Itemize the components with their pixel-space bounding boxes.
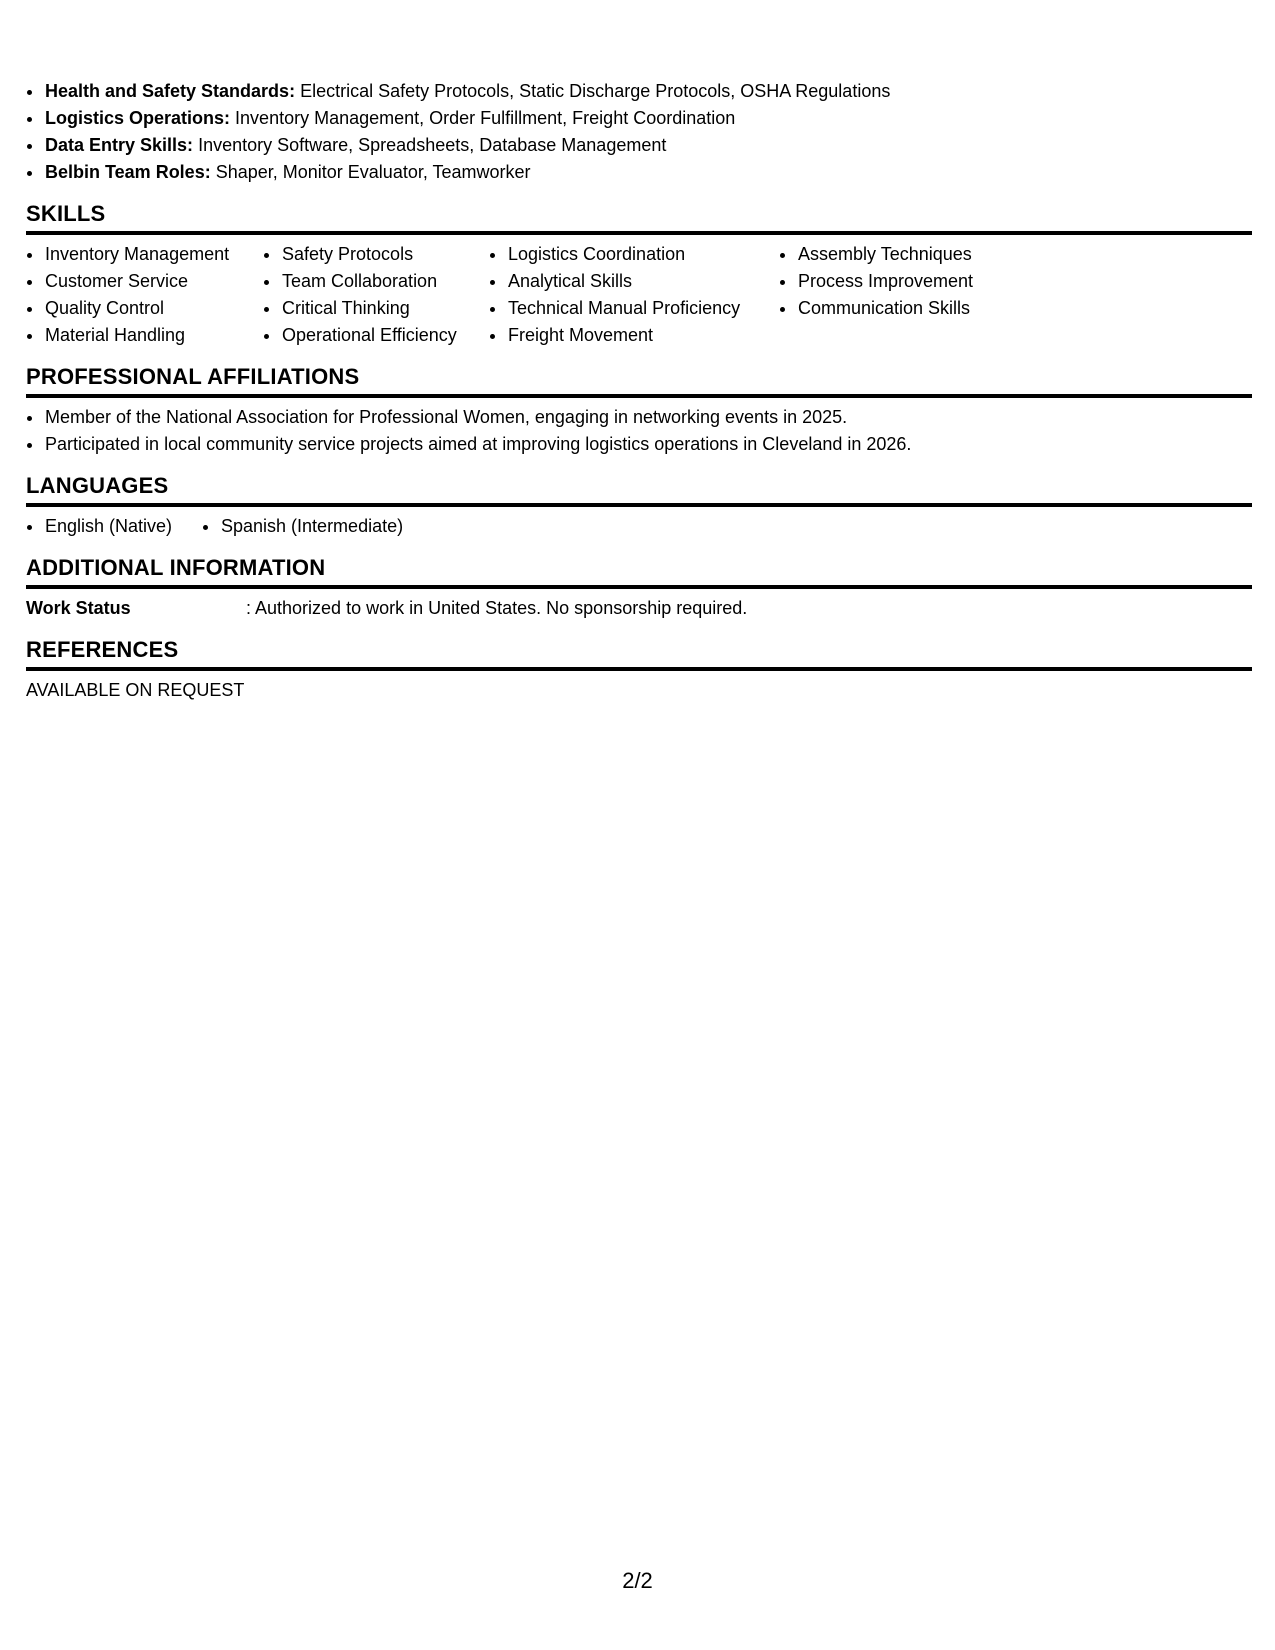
list-item: • Critical Thinking [281, 295, 489, 322]
section-heading-affiliations: PROFESSIONAL AFFILIATIONS [26, 363, 1252, 398]
list-item [44, 78, 1252, 105]
page-number: 2/2 [622, 1568, 653, 1593]
category-label: Belbin Team Roles: [45, 162, 211, 182]
list-item: • Technical Manual Proficiency [507, 295, 779, 322]
list-item: • Logistics Coordination [507, 241, 779, 268]
category-label: Data Entry Skills: [45, 135, 194, 155]
category-value: Electrical Safety Protocols, Static Discharge Protocols, OSHA Regulations [300, 81, 891, 101]
list-item: • Member of the National Association for Professional Women, engaging in networking events in 2025. [44, 404, 1252, 431]
list-item: • Safety Protocols [281, 241, 489, 268]
skills-column-1 [26, 241, 263, 349]
list-item [44, 132, 1252, 159]
list-item: • Material Handling [44, 322, 263, 349]
skills-grid [26, 235, 1252, 349]
section-heading-additional-info: ADDITIONAL INFORMATION [26, 554, 1252, 589]
resume-page [26, 78, 1252, 704]
section-heading-skills: SKILLS [26, 200, 1252, 235]
skills-column-4 [779, 241, 1037, 322]
affiliations-list [26, 404, 1252, 458]
list-item: • Inventory Management [44, 241, 263, 268]
work-status-row [26, 589, 1252, 622]
list-item: • Freight Movement [507, 322, 779, 349]
additional-info-section [26, 554, 1252, 622]
references-section [26, 636, 1252, 704]
languages-column-1 [26, 513, 202, 540]
affiliations-section [26, 363, 1252, 458]
category-label: Health and Safety Standards: [45, 81, 296, 101]
category-value: Shaper, Monitor Evaluator, Teamworker [215, 162, 531, 182]
list-item: • Communication Skills [797, 295, 1037, 322]
list-item: • Process Improvement [797, 268, 1037, 295]
list-item: • English (Native) [44, 513, 202, 540]
section-heading-languages: LANGUAGES [26, 472, 1252, 507]
skill-categories-list [26, 78, 1252, 186]
languages-row [26, 507, 1252, 540]
list-item [44, 105, 1252, 132]
list-item: • Analytical Skills [507, 268, 779, 295]
list-item: • Team Collaboration [281, 268, 489, 295]
skills-column-2 [263, 241, 489, 349]
category-value: Inventory Management, Order Fulfillment, Freight Coordination [235, 108, 736, 128]
list-item: • Customer Service [44, 268, 263, 295]
list-item: • Assembly Techniques [797, 241, 1037, 268]
list-item [44, 159, 1252, 186]
work-status-label: Work Status [26, 598, 131, 618]
skills-section [26, 200, 1252, 349]
list-item: • Spanish (Intermediate) [220, 513, 403, 540]
category-value: Inventory Software, Spreadsheets, Database Management [198, 135, 667, 155]
category-label: Logistics Operations: [45, 108, 231, 128]
list-item: • Participated in local community service projects aimed at improving logistics operations in Cleveland in 2026. [44, 431, 1252, 458]
references-text: AVAILABLE ON REQUEST [26, 680, 245, 700]
section-heading-references: REFERENCES [26, 636, 1252, 671]
skills-column-3 [489, 241, 779, 349]
list-item: • Quality Control [44, 295, 263, 322]
languages-column-2 [202, 513, 403, 540]
list-item: • Operational Efficiency [281, 322, 489, 349]
work-status-value: : Authorized to work in United States. No sponsorship required. [246, 598, 748, 618]
languages-section [26, 472, 1252, 540]
